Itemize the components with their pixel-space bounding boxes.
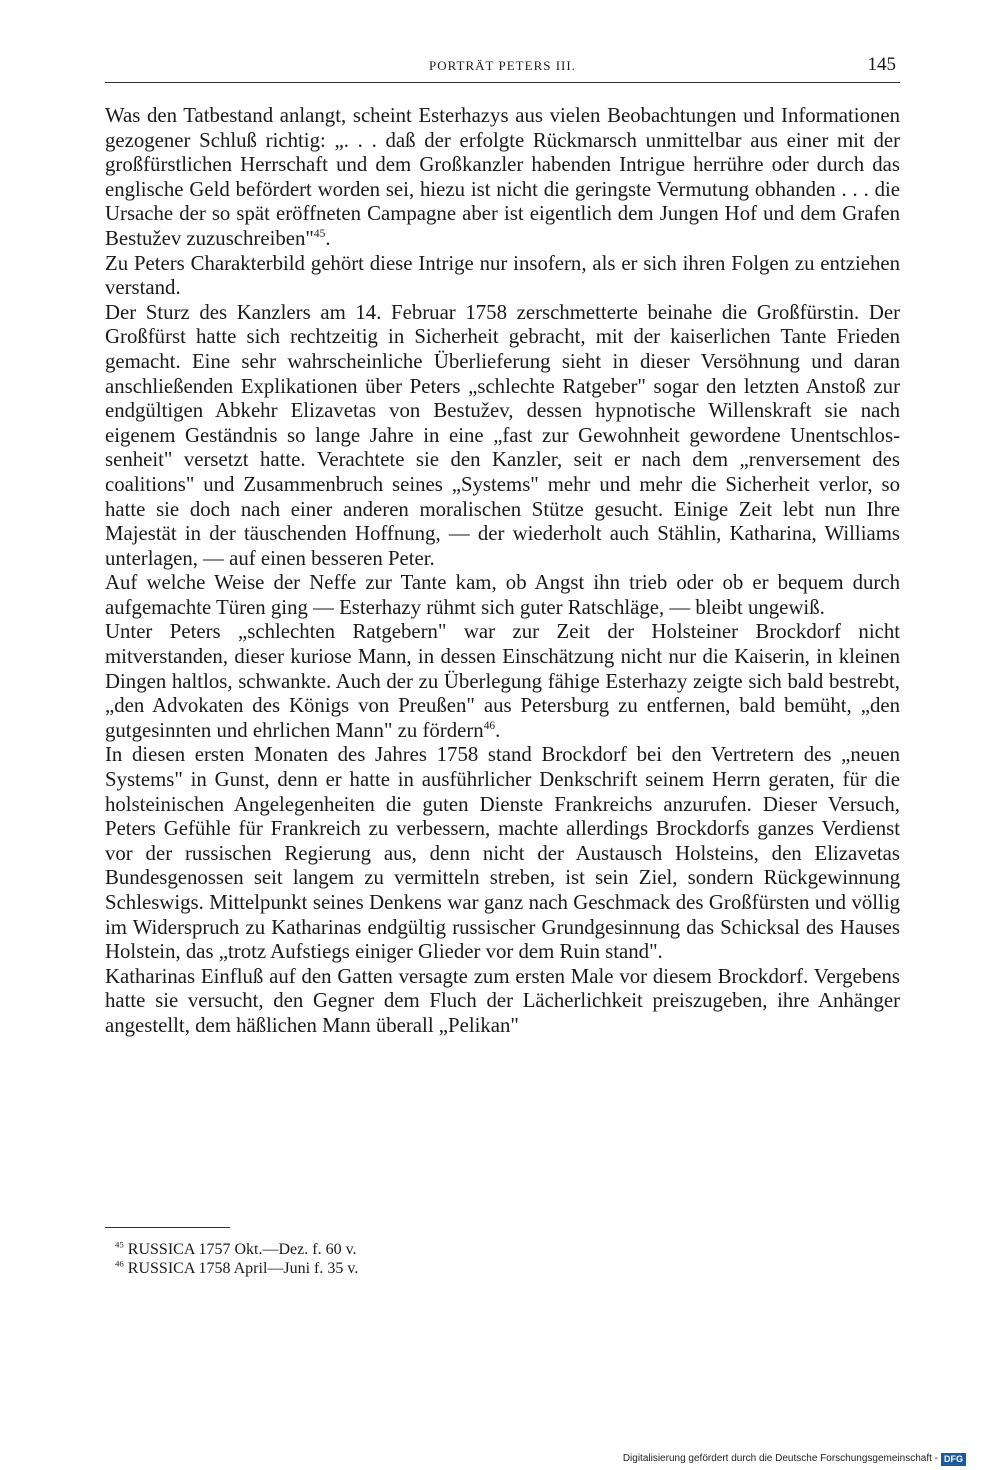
paragraph-1 (105, 104, 900, 252)
body-text (105, 104, 900, 1039)
running-title: PORTRÄT PETERS III. (429, 58, 576, 73)
paragraph-7: Katharinas Einfluß auf den Gatten versagte zum ersten Male vor diesem Brockdorf. Vergebens hatte sie versucht, den Gegner dem Fluch der Lächerlichkeit preiszugeben, ihre Anhänger angestellt, dem häßlichen Mann überall „Pelikan" (105, 964, 900, 1037)
dfg-logo[interactable]: DFG (941, 1453, 966, 1466)
paragraph-4: Auf welche Weise der Neffe zur Tante kam, ob Angst ihn trieb oder ob er bequem durch aufgemachte Türen ging — Esterhazy rühmt sich guter Ratschläge, — bleibt ungewiß. (105, 571, 900, 619)
digitization-credit (623, 1452, 966, 1466)
paragraph-5 (105, 620, 900, 743)
paragraph-2: Zu Peters Charakterbild gehört diese Intrige nur insofern, als er sich ihren Folgen zu entziehen verstand. (105, 251, 900, 300)
paragraph-1-end: . (325, 226, 331, 250)
paragraph-5-text: Unter Peters „schlechten Ratgebern" war zur Zeit der Holsteiner Brockdorf nicht mitverstanden, dieser kuriose Mann, in dessen Einschätzung nicht nur die Kaiserin, in kleinen Dingen haltlos, schwankte. Auch der zu Überlegung fähige Esterhazy zeigte sich bald bestrebt, „den Advokaten des Königs von Preußen" aus Petersburg zu entfernen, bald bemüht, „den gutgesinnten und ehrlichen Mann" zu fördern (105, 620, 900, 742)
footnote-ref-46[interactable]: 46 (483, 719, 496, 732)
paragraph-3: Der Sturz des Kanzlers am 14. Februar 1758 zerschmetterte beinahe die Großfürstin. Der Großfürst hatte sich rechtzeitig in Sicherheit gebracht, mit der kaiserlichen Tante Frieden gemacht. Eine sehr wahrscheinliche Überlieferung sieht in dieser Versöhnung und daran anschließenden Explikationen über Peters „schlechte Ratgeber" sogar den letzten Anstoß zur endgültigen Abkehr Elizavetas von Bestužev, dessen hypnotische Willenskraft sie nach eigenem Geständnis so lange Jahre in eine „fast zur Gewohnheit gewordene Unentschlossenheit" versetzt hatte. Verachtete sie den Kanzler, seit er nach dem „renversement des coalitions" und Zusammenbruch seines „Systems" mehr und mehr die Sicherheit verlor, so hatte sie doch nach einer anderen moralischen Stütze gesucht. Einige Zeit lebt nun Ihre Majestät in der täuschenden Hoffnung, — der wiederholt auch Stählin, Katharina, Williams unterlagen, — auf einen besseren Peter. (105, 300, 900, 570)
footnote-ref-45[interactable]: 45 (313, 228, 326, 241)
footnote-45 (115, 1240, 815, 1259)
footnote-text: RUSSICA 1757 Okt.—Dez. f. 60 v. (127, 1241, 357, 1258)
footnote-number: 46 (115, 1258, 124, 1269)
footnote-divider (105, 1227, 230, 1228)
footnote-46 (115, 1259, 815, 1278)
page-number: 145 (867, 54, 896, 75)
paragraph-6: In diesen ersten Monaten des Jahres 1758 stand Brockdorf bei den Vertretern des „neuen Systems" in Gunst, denn er hatte in ausführlicher Denkschrift seinem Herrn geraten, für die holsteinischen Angelegenheiten die guten Dienste Frankreichs anzurufen. Dieser Versuch, Peters Gefühle für Frankreich zu verbessern, machte allerdings Brockdorfs ganzes Verdienst vor der russischen Regierung aus, denn nicht der Austausch Holsteins, den Elizavetas Bundesgenossen seit langem zu vermitteln streben, ist sein Ziel, sondern Rückgewinnung Schleswigs. Mittelpunkt seines Denkens war ganz nach Geschmack des Großfürsten und völlig im Widerspruch zu Katharinas endgültig russischer Grundgesinnung das Schicksal des Hauses Holstein, das „trotz Aufstiegs einiger Glieder vor dem Ruin stand". (105, 743, 900, 964)
credit-text: Digitalisierung gefördert durch die Deutsche Forschungsgemeinschaft - (622, 1453, 938, 1464)
paragraph-5-end: . (495, 718, 501, 742)
footnotes (115, 1240, 815, 1278)
footnote-text: RUSSICA 1758 April—Juni f. 35 v. (127, 1260, 359, 1277)
page-header (105, 54, 900, 83)
footnote-number: 45 (115, 1239, 124, 1250)
paragraph-1-text: Was den Tatbestand anlangt, scheint Esterhazys aus vielen Beobachtungen und Informationen gezogener Schluß richtig: „. . . daß der erfolgte Rückmarsch unmittelbar aus einer mit der großfürstlichen Herrschaft und dem Großkanzler habenden Intrigue herrühre oder durch das englische Geld befördert worden sei, hiezu ist nicht die geringste Vermutung obhanden . . . die Ursache der so spät eröffneten Campagne aber ist eigentlich dem Jungen Hof und dem Grafen Bestužev zuzuschreiben" (105, 104, 900, 250)
